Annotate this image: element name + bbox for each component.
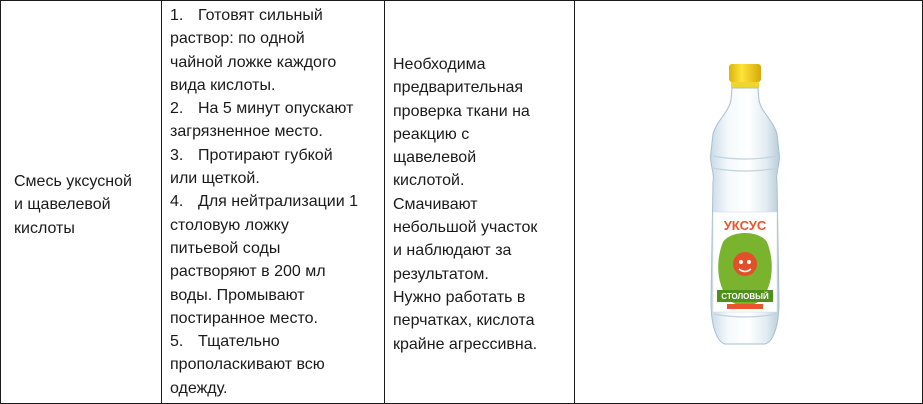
- table-border-left: [0, 0, 1, 404]
- note-line: небольшой участок: [393, 219, 538, 237]
- method-name-line: Смесь уксусной: [14, 173, 132, 190]
- note-line: Нужно работать в: [393, 288, 526, 306]
- column-divider: [574, 0, 575, 404]
- step-number: 5.: [170, 333, 184, 351]
- step-text: Для нейтрализации 1: [198, 193, 358, 211]
- step-text: Тщательно: [198, 333, 280, 351]
- tomato-mascot-icon: [733, 252, 757, 276]
- note-line: Необходима: [393, 56, 486, 73]
- vinegar-bottle-image: [705, 64, 785, 346]
- note-line: щавелевой: [393, 149, 477, 167]
- step-text: раствор: по одной: [170, 30, 305, 48]
- method-name-line: кислоты: [14, 219, 75, 237]
- method-name-line: и щавелевой: [14, 196, 111, 214]
- step-text: или щеткой.: [170, 170, 260, 188]
- step-item: [170, 330, 375, 400]
- note-line: кислотой.: [393, 172, 465, 190]
- step-text: постиранное место.: [170, 309, 318, 327]
- step-text: загрязненное место.: [170, 123, 323, 141]
- step-text: Готовят сильный: [198, 7, 323, 24]
- note-line: проверка ткани на: [393, 102, 530, 120]
- note-line: перчатках, кислота: [393, 312, 535, 330]
- step-text: вида кислоты.: [170, 76, 276, 94]
- step-text: На 5 минут опускают: [198, 100, 354, 118]
- note-line: реакцию с: [393, 125, 470, 143]
- column-divider: [384, 0, 385, 404]
- step-number: 3.: [170, 146, 184, 164]
- column-divider: [161, 0, 162, 404]
- step-item: [170, 97, 375, 144]
- step-text: одежду.: [170, 379, 228, 397]
- step-number: 1.: [170, 7, 184, 24]
- note-line: Смачивают: [393, 195, 478, 213]
- step-text: растворяют в 200 мл: [170, 263, 326, 281]
- steps-cell: [170, 4, 375, 400]
- step-text: воды. Промывают: [170, 286, 305, 304]
- note-line: крайне агрессивна.: [393, 335, 538, 353]
- step-text: прополаскивают всю: [170, 356, 325, 374]
- step-text: столовую ложку: [170, 216, 289, 234]
- step-number: 2.: [170, 100, 184, 118]
- step-number: 4.: [170, 193, 184, 211]
- bottle-cap: [729, 64, 761, 82]
- step-text: питьевой соды: [170, 239, 281, 257]
- step-item: [170, 4, 375, 97]
- notes-cell: [393, 53, 568, 356]
- note-line: предварительная: [393, 79, 524, 97]
- label-main-text: УКСУС: [723, 218, 767, 233]
- label-sub-text: СТОЛОВЫЙ: [721, 292, 769, 301]
- step-item: [170, 144, 375, 191]
- step-text: Протирают губкой: [198, 146, 333, 164]
- method-name-cell: [14, 170, 154, 240]
- table-border-top: [0, 0, 923, 1]
- note-line: результатом.: [393, 265, 489, 283]
- note-line: и наблюдают за: [393, 242, 512, 260]
- step-text: чайной ложке каждого: [170, 53, 337, 71]
- step-item: [170, 190, 375, 330]
